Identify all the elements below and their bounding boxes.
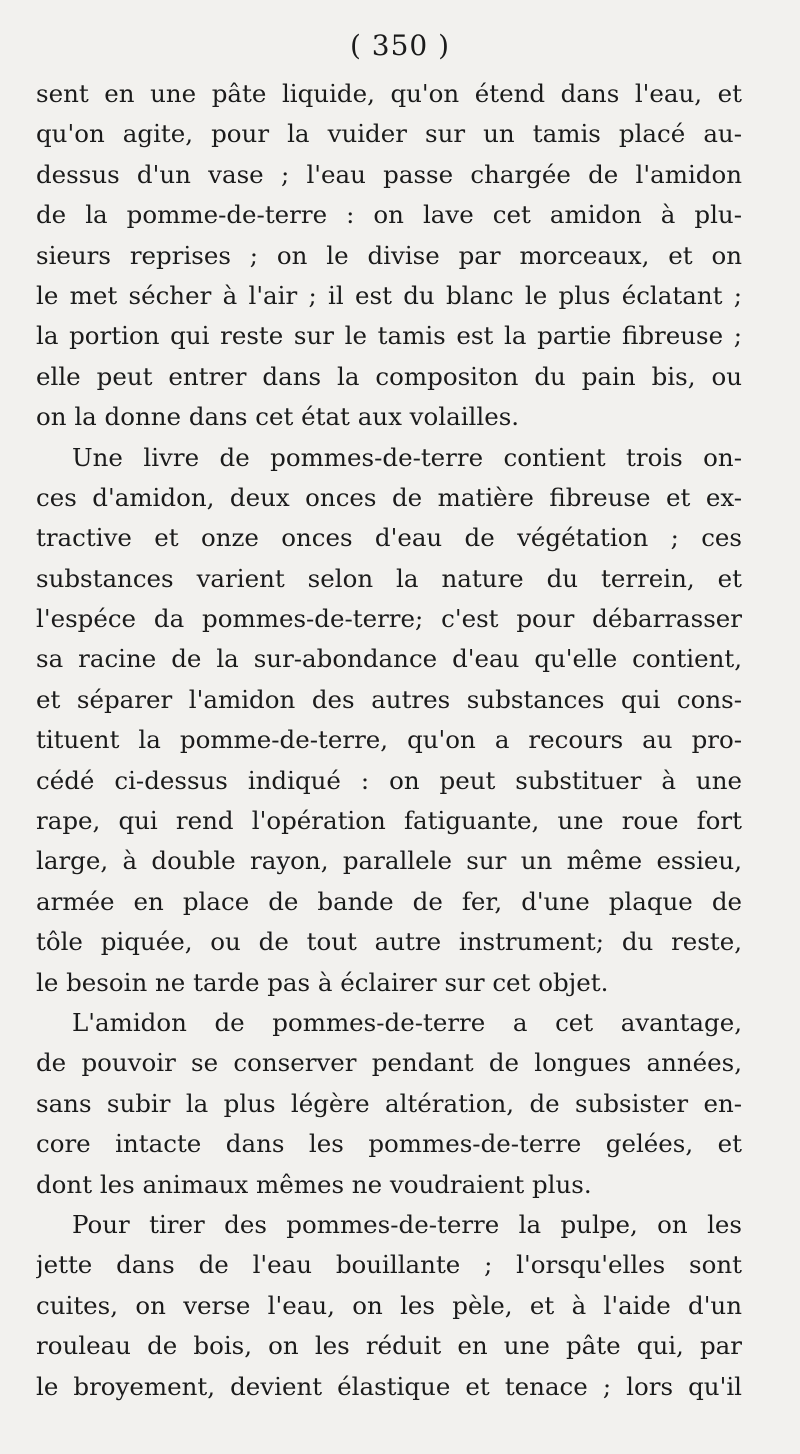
- paragraph-3: [36, 1003, 742, 1205]
- text-line: dessus d'un vase ; l'eau passe chargée de l'amidon: [36, 159, 742, 189]
- text-line: sieurs reprises ; on le divise par morceaux, et on: [36, 240, 742, 270]
- text-line: on la donne dans cet état aux volailles.: [36, 402, 520, 432]
- body-text: [36, 74, 742, 1407]
- text-line: elle peut entrer dans la compositon du pain bis, ou: [36, 361, 742, 391]
- text-line: rape, qui rend l'opération fatiguante, une roue fort: [36, 806, 742, 836]
- text-line: rouleau de bois, on les réduit en une pâte qui, par: [36, 1331, 742, 1361]
- text-line: tôle piquée, ou de tout autre instrument; du reste,: [36, 927, 742, 957]
- text-line: ces d'amidon, deux onces de matière fibreuse et ex-: [36, 482, 742, 512]
- text-line: tituent la pomme-de-terre, qu'on a recours au pro-: [36, 725, 742, 755]
- text-line: cédé ci-dessus indiqué : on peut substituer à une: [36, 765, 742, 795]
- text-line: Une livre de pommes-de-terre contient trois on-: [72, 442, 742, 472]
- text-line: le met sécher à l'air ; il est du blanc le plus éclatant ;: [36, 280, 742, 310]
- text-line: substances varient selon la nature du terrein, et: [36, 563, 742, 593]
- text-line: large, à double rayon, parallele sur un même essieu,: [36, 846, 742, 876]
- text-line: core intacte dans les pommes-de-terre gelées, et: [36, 1129, 742, 1159]
- text-line: le broyement, devient élastique et tenace ; lors qu'il: [36, 1371, 742, 1401]
- text-line: tractive et onze onces d'eau de végétation ; ces: [36, 523, 742, 553]
- text-line: dont les animaux mêmes ne voudraient plus.: [36, 1169, 592, 1199]
- text-line: L'amidon de pommes-de-terre a cet avantage,: [72, 1007, 742, 1037]
- text-line: qu'on agite, pour la vuider sur un tamis placé au-: [36, 119, 742, 149]
- text-line: le besoin ne tarde pas à éclairer sur cet objet.: [36, 967, 609, 997]
- text-line: sans subir la plus légère altération, de subsister en-: [36, 1088, 742, 1118]
- page-number: ( 350 ): [349, 29, 451, 62]
- paragraph-4: [36, 1205, 742, 1407]
- text-line: la portion qui reste sur le tamis est la partie fibreuse ;: [36, 321, 742, 351]
- text-line: sent en une pâte liquide, qu'on étend dans l'eau, et: [36, 79, 742, 108]
- text-line: sa racine de la sur-abondance d'eau qu'elle contient,: [36, 644, 742, 674]
- paragraph-2: [36, 438, 742, 1003]
- text-line: et séparer l'amidon des autres substances qui cons-: [36, 684, 742, 714]
- text-line: Pour tirer des pommes-de-terre la pulpe, on les: [72, 1209, 742, 1239]
- text-line: jette dans de l'eau bouillante ; l'orsqu'elles sont: [36, 1250, 742, 1280]
- paragraph-1: [36, 74, 742, 438]
- text-line: de pouvoir se conserver pendant de longues années,: [36, 1048, 742, 1078]
- text-line: armée en place de bande de fer, d'une plaque de: [36, 886, 742, 916]
- text-line: de la pomme-de-terre : on lave cet amidon à plu-: [36, 200, 742, 230]
- text-line: cuites, on verse l'eau, on les pèle, et à l'aide d'un: [36, 1290, 742, 1320]
- text-line: l'espéce da pommes-de-terre; c'est pour débarrasser: [36, 604, 742, 634]
